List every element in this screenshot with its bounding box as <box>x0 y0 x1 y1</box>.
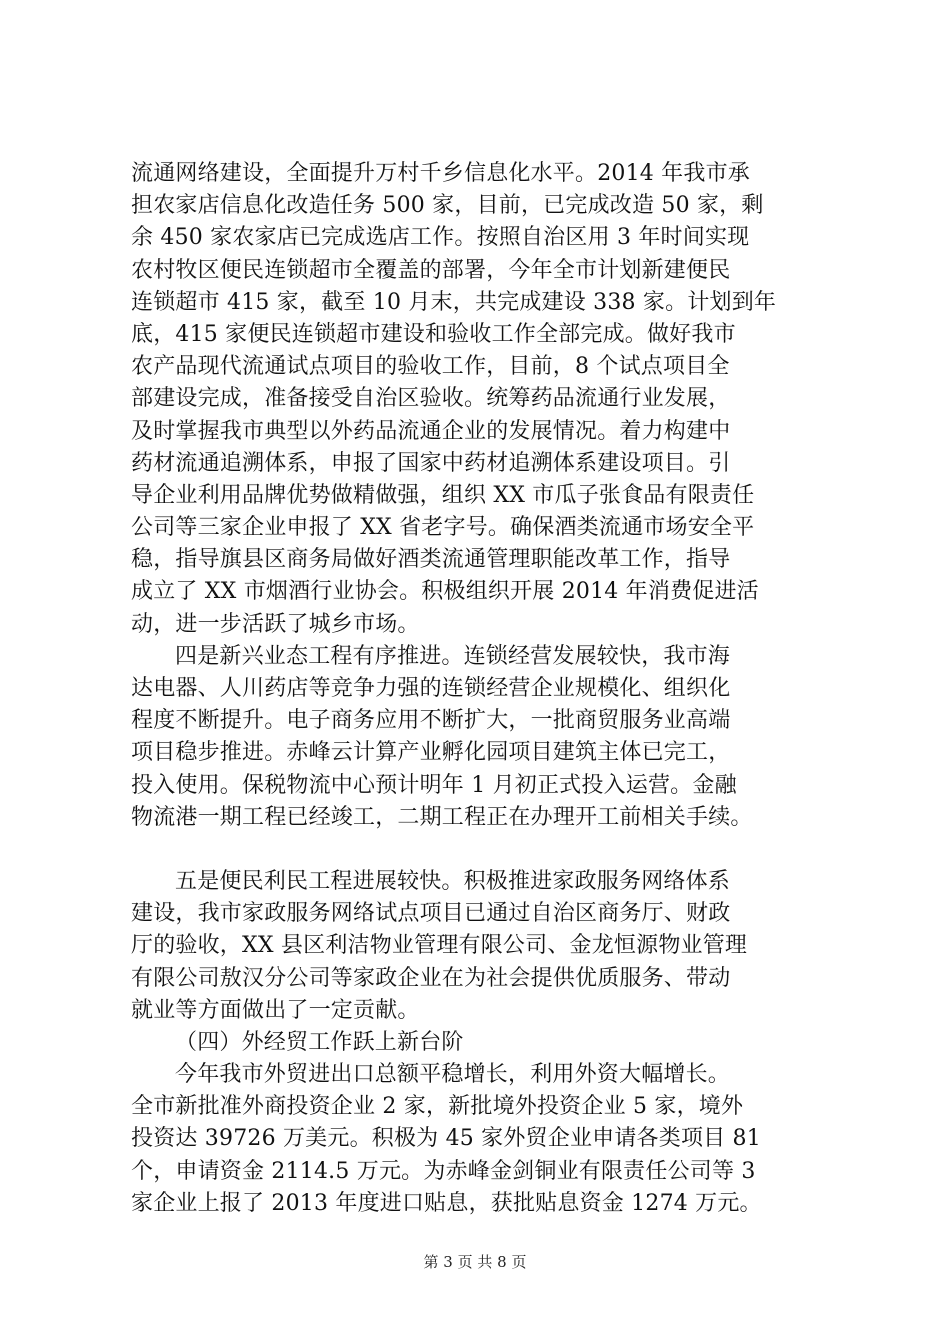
text-line: 物流港一期工程已经竣工，二期工程正在办理开工前相关手续。 <box>131 804 753 830</box>
text-line: 厅的验收，XX 县区利洁物业管理有限公司、金龙恒源物业管理 <box>131 933 748 959</box>
text-line: 流通网络建设，全面提升万村千乡信息化水平。2014 年我市承 <box>131 161 750 186</box>
page-number-footer: 第 3 页 共 8 页 <box>423 1253 527 1271</box>
text-line: 达电器、人川药店等竞争力强的连锁经营企业规模化、组织化 <box>131 676 731 701</box>
text-line: 投资达 39726 万美元。积极为 45 家外贸企业申请各类项目 81 <box>131 1126 761 1152</box>
text-line: 公司等三家企业申报了 XX 省老字号。确保酒类流通市场安全平 <box>131 515 755 541</box>
paragraph-start-line: 四是新兴业态工程有序推进。连锁经营发展较快，我市海 <box>175 643 731 669</box>
document-body <box>131 158 831 1220</box>
paragraph-start-line: 今年我市外贸进出口总额平稳增长，利用外资大幅增长。 <box>175 1062 731 1088</box>
text-line: 建设，我市家政服务网络试点项目已通过自治区商务厅、财政 <box>131 901 731 927</box>
text-line: 程度不断提升。电子商务应用不断扩大，一批商贸服务业高端 <box>131 708 731 734</box>
text-line: 投入使用。保税物流中心预计明年 1 月初正式投入运营。金融 <box>131 772 737 798</box>
text-line: 成立了 XX 市烟酒行业协会。积极组织开展 2014 年消费促进活 <box>131 579 759 605</box>
paragraph-start-line: 五是便民利民工程进展较快。积极推进家政服务网络体系 <box>175 868 731 894</box>
text-line: 农产品现代流通试点项目的验收工作，目前，8 个试点项目全 <box>131 354 730 380</box>
text-line: 余 450 家农家店已完成选店工作。按照自治区用 3 年时间实现 <box>131 225 750 251</box>
text-line: 家企业上报了 2013 年度进口贴息，获批贴息资金 1274 万元。 <box>131 1190 762 1216</box>
text-line: 部建设完成，准备接受自治区验收。统筹药品流通行业发展， <box>131 386 731 412</box>
text-line: 就业等方面做出了一定贡献。 <box>131 997 420 1023</box>
text-line: 及时掌握我市典型以外药品流通企业的发展情况。着力构建中 <box>131 418 731 444</box>
text-line: 导企业利用品牌优势做精做强，组织 XX 市瓜子张食品有限责任 <box>131 482 755 508</box>
text-line: 动，进一步活跃了城乡市场。 <box>131 611 420 637</box>
text-line: 连锁超市 415 家，截至 10 月末，共完成建设 338 家。计划到年 <box>131 289 777 315</box>
text-line: 个，申请资金 2114.5 万元。为赤峰金剑铜业有限责任公司等 3 <box>131 1158 756 1184</box>
text-line: 药材流通追溯体系，申报了国家中药材追溯体系建设项目。引 <box>131 450 731 476</box>
text-line: 底，415 家便民连锁超市建设和验收工作全部完成。做好我市 <box>131 321 736 347</box>
text-line: 担农家店信息化改造任务 500 家，目前，已完成改造 50 家，剩 <box>131 193 764 219</box>
text-line: 农村牧区便民连锁超市全覆盖的部署，今年全市计划新建便民 <box>131 257 731 283</box>
paragraph-gap <box>131 834 831 866</box>
text-line: 项目稳步推进。赤峰云计算产业孵化园项目建筑主体已完工， <box>131 740 731 766</box>
section-heading: （四）外经贸工作跃上新台阶 <box>175 1029 464 1055</box>
text-line: 稳，指导旗县区商务局做好酒类流通管理职能改革工作，指导 <box>131 547 731 573</box>
text-line: 全市新批准外商投资企业 2 家，新批境外投资企业 5 家，境外 <box>131 1094 744 1120</box>
text-line: 有限公司敖汉分公司等家政企业在为社会提供优质服务、带动 <box>131 965 731 991</box>
